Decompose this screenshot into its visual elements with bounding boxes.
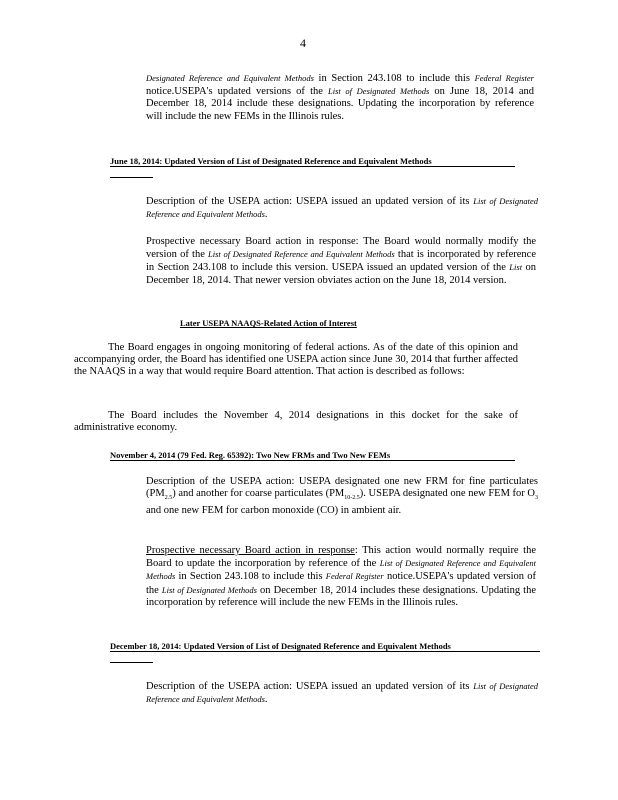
- body-paragraph: The Board engages in ongoing monitoring of federal actions. As of the date of this opinion and accompanying order, the Board has identified one USEPA action since June 30, 2014 that further affected the NAAQS in a way that would require Board attention. That action is described as follows:: [74, 342, 518, 378]
- subscript: 3: [535, 495, 539, 502]
- text-run: Description of the USEPA action: USEPA designated one new FRM for fine particulates (PM: [146, 476, 538, 500]
- italic-text: List of Designated Reference and Equivalent Methods: [146, 196, 538, 220]
- text-run: : This action would normally require the Board to update the incorporation by reference of the: [146, 545, 536, 570]
- text-run: ) and another for coarse particulates (PM: [172, 488, 345, 500]
- italic-text: Federal Register: [325, 571, 384, 582]
- text-run: on December 18, 2014 includes these designations. Updating the incorporation by reference will include the new FEMs in the Illinois rules.: [146, 584, 536, 608]
- italic-text: List of Designated Reference and Equivalent Methods: [146, 558, 536, 582]
- text-run: .: [264, 209, 268, 221]
- text-run: .: [264, 694, 268, 706]
- center-heading: Later USEPA NAAQS-Related Action of Interest: [180, 318, 357, 328]
- text-run: Description of the USEPA action: USEPA issued an updated version of its: [146, 681, 474, 692]
- heading-text: December 18, 2014: Updated Version of List of Designated Reference and Equivalent Methods: [110, 641, 451, 651]
- italic-text: List of Designated Reference and Equivalent Methods: [146, 681, 538, 705]
- description-paragraph: [146, 476, 538, 517]
- paragraph-continuation: [146, 72, 534, 123]
- italic-text: List of Designated Methods: [161, 584, 257, 595]
- description-paragraph: [146, 195, 538, 221]
- italic-text: List of Designated Reference and Equivalent Methods: [208, 249, 395, 260]
- underlined-label: Prospective necessary Board action in response: [146, 545, 355, 556]
- subscript: 10-2.5: [344, 495, 360, 502]
- subscript: 2.5: [164, 495, 173, 502]
- heading-underline: [110, 177, 153, 178]
- section-heading-june-2014: [110, 156, 515, 167]
- prospective-action-paragraph: [146, 545, 536, 609]
- italic-text: Federal Register: [474, 73, 534, 83]
- text-run: and one new FEM for carbon monoxide (CO) in ambient air.: [146, 504, 402, 516]
- heading-underline: [110, 166, 515, 167]
- text-run: on December 18, 2014. That newer version obviates action on the June 18, 2014 version.: [146, 262, 536, 286]
- text-run: Description of the USEPA action: USEPA issued an updated version of its: [146, 196, 474, 207]
- description-paragraph: [146, 680, 538, 706]
- text-run: in Section 243.108 to include this: [313, 73, 475, 84]
- heading-underline: [110, 651, 540, 652]
- text-run: on June 18, 2014 and December 18, 2014 include these designations. Updating the incorporation by reference will include the new FEMs in the Illinois rules.: [146, 86, 534, 122]
- text-run: Prospective necessary Board action in response: The Board would normally modify the version of the: [146, 236, 536, 261]
- text-run: that is incorporated by reference in Section 243.108 to include this version. USEPA issued an updated version of the: [146, 249, 536, 274]
- text-run: ). USEPA designated one new FEM for O: [359, 488, 536, 500]
- text-run: notice.USEPA's updated versions of the: [146, 86, 329, 98]
- body-paragraph: The Board includes the November 4, 2014 designations in this docket for the sake of administrative economy.: [74, 410, 518, 434]
- heading-text: November 4, 2014 (79 Fed. Reg. 65392): Two New FRMs and Two New FEMs: [110, 450, 391, 460]
- italic-text: List of Designated Methods: [328, 86, 430, 97]
- italic-text: Designated Reference and Equivalent Methods: [146, 73, 314, 83]
- section-heading-november-2014: [110, 450, 515, 461]
- heading-underline: [110, 460, 515, 461]
- prospective-action-paragraph: [146, 236, 536, 287]
- text-run: in Section 243.108 to include this: [175, 571, 326, 583]
- section-heading-december-2014: [110, 641, 540, 652]
- heading-text: June 18, 2014: Updated Version of List of Designated Reference and Equivalent Methods: [110, 156, 432, 166]
- heading-underline: [110, 662, 153, 663]
- text-run: notice.USEPA's updated version of the: [146, 571, 537, 596]
- page-number: 4: [300, 36, 306, 50]
- italic-text: List: [509, 262, 523, 273]
